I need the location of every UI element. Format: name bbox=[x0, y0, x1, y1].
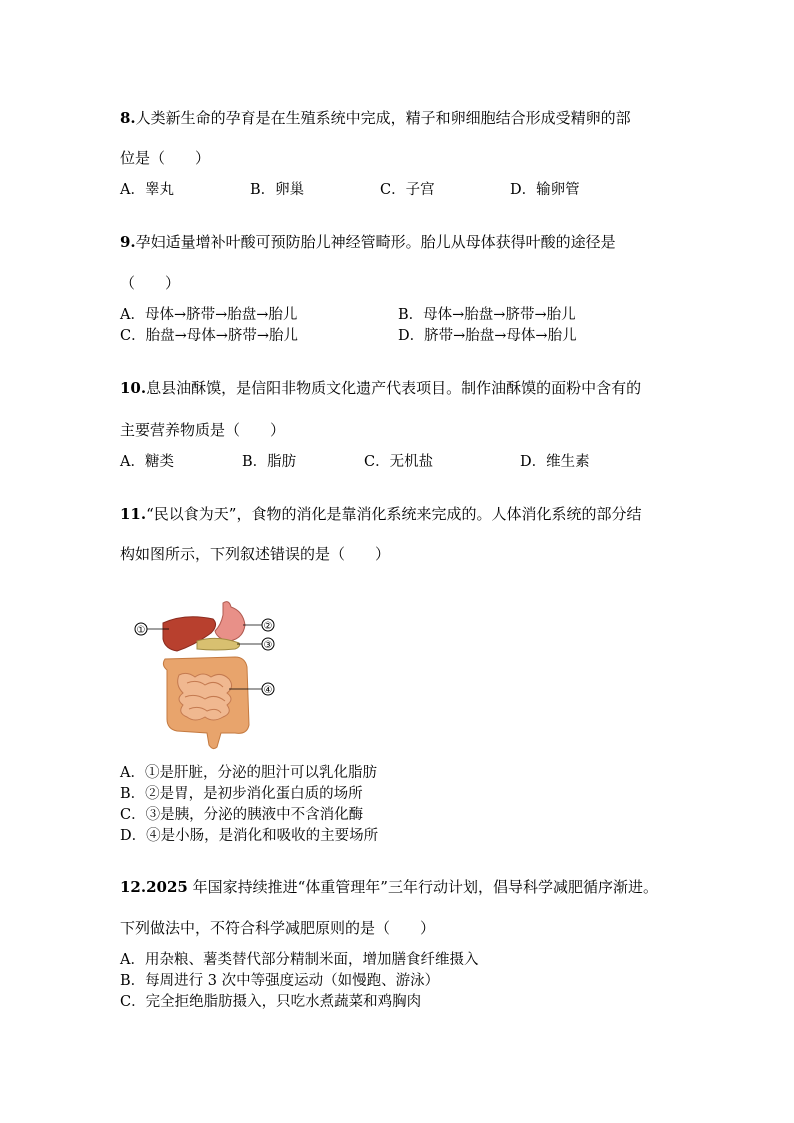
question-9-stem: 孕妇适量增补叶酸可预防胎儿神经管畸形。胎儿从母体获得叶酸的途径是 bbox=[135, 233, 616, 251]
question-11-stem: “民以食为天”，食物的消化是靠消化系统来完成的。人体消化系统的部分结 bbox=[146, 505, 642, 523]
question-11-option-b: B．②是胃，是初步消化蛋白质的场所 bbox=[120, 786, 363, 802]
figure-label-3: ③ bbox=[263, 640, 273, 651]
question-12-year: 2025 bbox=[146, 878, 188, 896]
stomach-shape bbox=[215, 602, 245, 641]
figure-label-2: ② bbox=[263, 621, 273, 632]
question-9-option-a: A．母体→脐带→胎盘→胎儿 bbox=[120, 307, 298, 323]
question-8-line1 bbox=[120, 108, 631, 128]
question-12-stem: 年国家持续推进“体重管理年”三年行动计划，倡导科学减肥循序渐进。 bbox=[187, 878, 658, 896]
digestive-system-figure bbox=[125, 595, 285, 755]
question-8-number: 8. bbox=[120, 109, 136, 127]
question-8-option-b: B．卵巢 bbox=[250, 182, 305, 198]
question-9-option-b: B．母体→胎盘→脐带→胎儿 bbox=[398, 307, 576, 323]
figure-label-1: ① bbox=[136, 625, 146, 636]
question-10-option-d: D．维生素 bbox=[520, 454, 590, 470]
question-8-option-a: A．睾丸 bbox=[120, 182, 174, 198]
question-11-option-a: A．①是肝脏，分泌的胆汁可以乳化脂肪 bbox=[120, 765, 377, 781]
question-12-number: 12. bbox=[120, 878, 147, 896]
question-9-line1 bbox=[120, 232, 616, 252]
question-12-option-c: C．完全拒绝脂肪摄入，只吃水煮蔬菜和鸡胸肉 bbox=[120, 994, 422, 1010]
question-9-line2: （ ） bbox=[120, 274, 181, 292]
question-8-line2: 位是（ ） bbox=[120, 149, 211, 167]
question-11-option-c: C．③是胰，分泌的胰液中不含消化酶 bbox=[120, 807, 364, 823]
question-10-line1 bbox=[120, 378, 641, 398]
question-12-line2: 下列做法中，不符合科学减肥原则的是（ ） bbox=[120, 919, 436, 937]
question-9-option-c: C．胎盘→母体→脐带→胎儿 bbox=[120, 328, 299, 344]
figure-label-4: ④ bbox=[263, 685, 273, 696]
question-9-number: 9. bbox=[120, 233, 136, 251]
question-8-option-d: D．输卵管 bbox=[510, 182, 580, 198]
question-9-option-d: D．脐带→胎盘→母体→胎儿 bbox=[398, 328, 577, 344]
question-10-line2: 主要营养物质是（ ） bbox=[120, 421, 286, 439]
question-10-stem: 息县油酥馍，是信阳非物质文化遗产代表项目。制作油酥馍的面粉中含有的 bbox=[146, 379, 642, 397]
question-11-option-d: D．④是小肠，是消化和吸收的主要场所 bbox=[120, 828, 379, 844]
question-8-option-c: C．子宫 bbox=[380, 182, 435, 198]
question-10-option-b: B．脂肪 bbox=[242, 454, 297, 470]
question-11-line2: 构如图所示，下列叙述错误的是（ ） bbox=[120, 545, 391, 563]
question-8-stem: 人类新生命的孕育是在生殖系统中完成，精子和卵细胞结合形成受精卵的部 bbox=[135, 109, 631, 127]
question-10-option-c: C．无机盐 bbox=[364, 454, 434, 470]
question-10-number: 10. bbox=[120, 379, 147, 397]
question-10-option-a: A．糖类 bbox=[120, 454, 174, 470]
question-12-option-a: A．用杂粮、薯类替代部分精制米面，增加膳食纤维摄入 bbox=[120, 952, 479, 968]
question-12-line1 bbox=[120, 877, 658, 897]
question-11-line1 bbox=[120, 504, 641, 524]
question-11-number: 11. bbox=[120, 505, 147, 523]
question-12-option-b: B．每周进行 3 次中等强度运动（如慢跑、游泳） bbox=[120, 973, 440, 989]
